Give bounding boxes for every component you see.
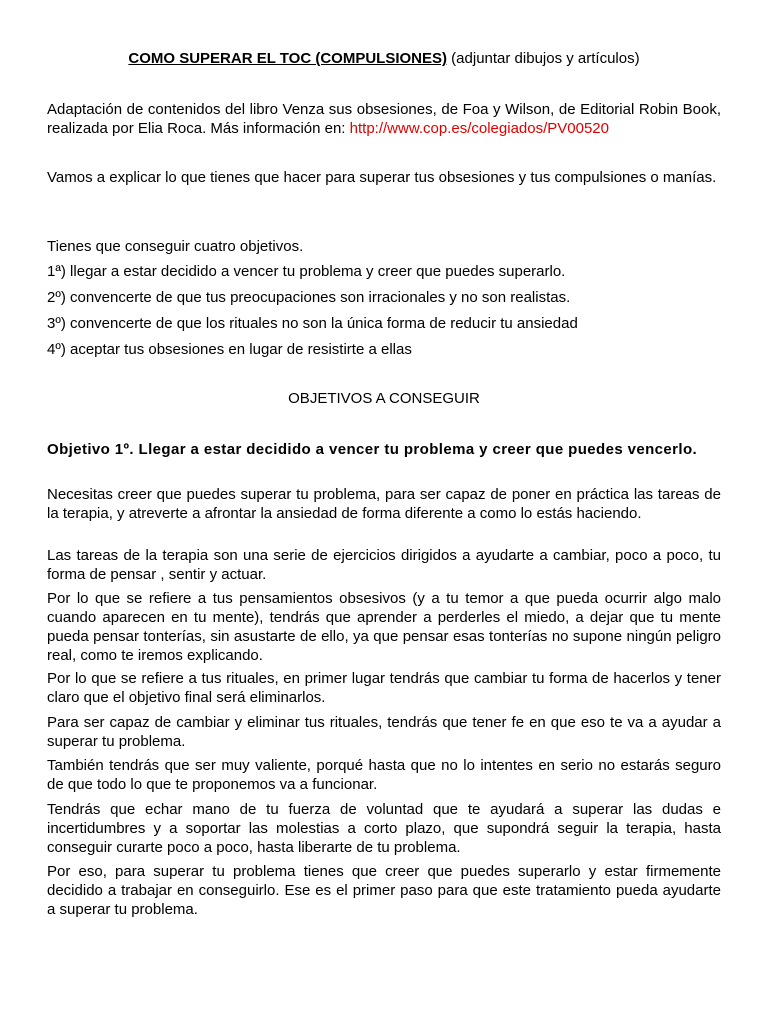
intro-text: Adaptación de contenidos del libro Venza sus obsesiones, de Foa y Wilson, de Editorial Robin Book, realizada por Elia Roca. Más información en: <box>47 101 721 137</box>
body-paragraph: Las tareas de la terapia son una serie de ejercicios dirigidos a ayudarte a cambiar, poco a poco, tu forma de pensar , sentir y actuar. <box>47 547 721 583</box>
body-paragraph: Para ser capaz de cambiar y eliminar tus rituales, tendrás que tener fe en que eso te va a ayudar a superar tu problema. <box>47 714 721 750</box>
goal-item: 2º) convencerte de que tus preocupaciones son irracionales y no son realistas. <box>47 289 571 306</box>
body-paragraph: También tendrás que ser muy valiente, porqué hasta que no lo intentes en serio no estarás seguro de que todo lo que te proponemos va a funcionar. <box>47 757 721 793</box>
title-main: COMO SUPERAR EL TOC (COMPULSIONES) <box>128 50 448 67</box>
objective-heading: Objetivo 1º. Llegar a estar decidido a vencer tu problema y creer que puedes vencerlo. <box>47 441 698 458</box>
body-paragraph: Por eso, para superar tu problema tienes que creer que puedes superarlo y estar firmemente decidido a trabajar en conseguirlo. Ese es el primer paso para que este tratamiento pueda ayudarte a superar tu problema. <box>47 863 721 918</box>
author-link[interactable]: http://www.cop.es/colegiados/PV00520 <box>349 120 609 137</box>
explain-paragraph: Vamos a explicar lo que tienes que hacer para superar tus obsesiones y tus compulsiones o manías. <box>47 169 717 186</box>
body-paragraph: Necesitas creer que puedes superar tu problema, para ser capaz de poner en práctica las tareas de la terapia, y atreverte a afrontar la ansiedad de forma diferente a como lo estás haciendo. <box>47 486 721 522</box>
intro-paragraph <box>47 100 721 138</box>
document-title <box>47 50 721 68</box>
goal-item: 3º) convencerte de que los rituales no son la única forma de reducir tu ansiedad <box>47 315 578 332</box>
body-paragraph: Por lo que se refiere a tus rituales, en primer lugar tendrás que cambiar tu forma de hacerlos y tener claro que el objetivo final será eliminarlos. <box>47 670 721 706</box>
section-heading: OBJETIVOS A CONSEGUIR <box>288 390 480 407</box>
body-paragraph: Tendrás que echar mano de tu fuerza de voluntad que te ayudará a superar las dudas e incertidumbres y a soportar las molestias a corto plazo, que supondrá seguir la terapia, hasta conseguir curarte poco a poco, hasta liberarte de tu problema. <box>47 801 721 856</box>
body-paragraph: Por lo que se refiere a tus pensamientos obsesivos (y a tu temor a que pueda ocurrir algo malo cuando aparecen en tu mente), tendrás que aprender a perderles el miedo, a dejar que tu mente pueda pensar tonterías, sin asustarte de ello, ya que pensar esas tonterías no supone ningún peligro real, como te iremos explicando. <box>47 590 721 664</box>
title-note: (adjuntar dibujos y artículos) <box>447 50 640 67</box>
goals-intro: Tienes que conseguir cuatro objetivos. <box>47 238 304 255</box>
goal-item: 4º) aceptar tus obsesiones en lugar de resistirte a ellas <box>47 341 412 358</box>
goal-item: 1ª) llegar a estar decidido a vencer tu problema y creer que puedes superarlo. <box>47 263 566 280</box>
